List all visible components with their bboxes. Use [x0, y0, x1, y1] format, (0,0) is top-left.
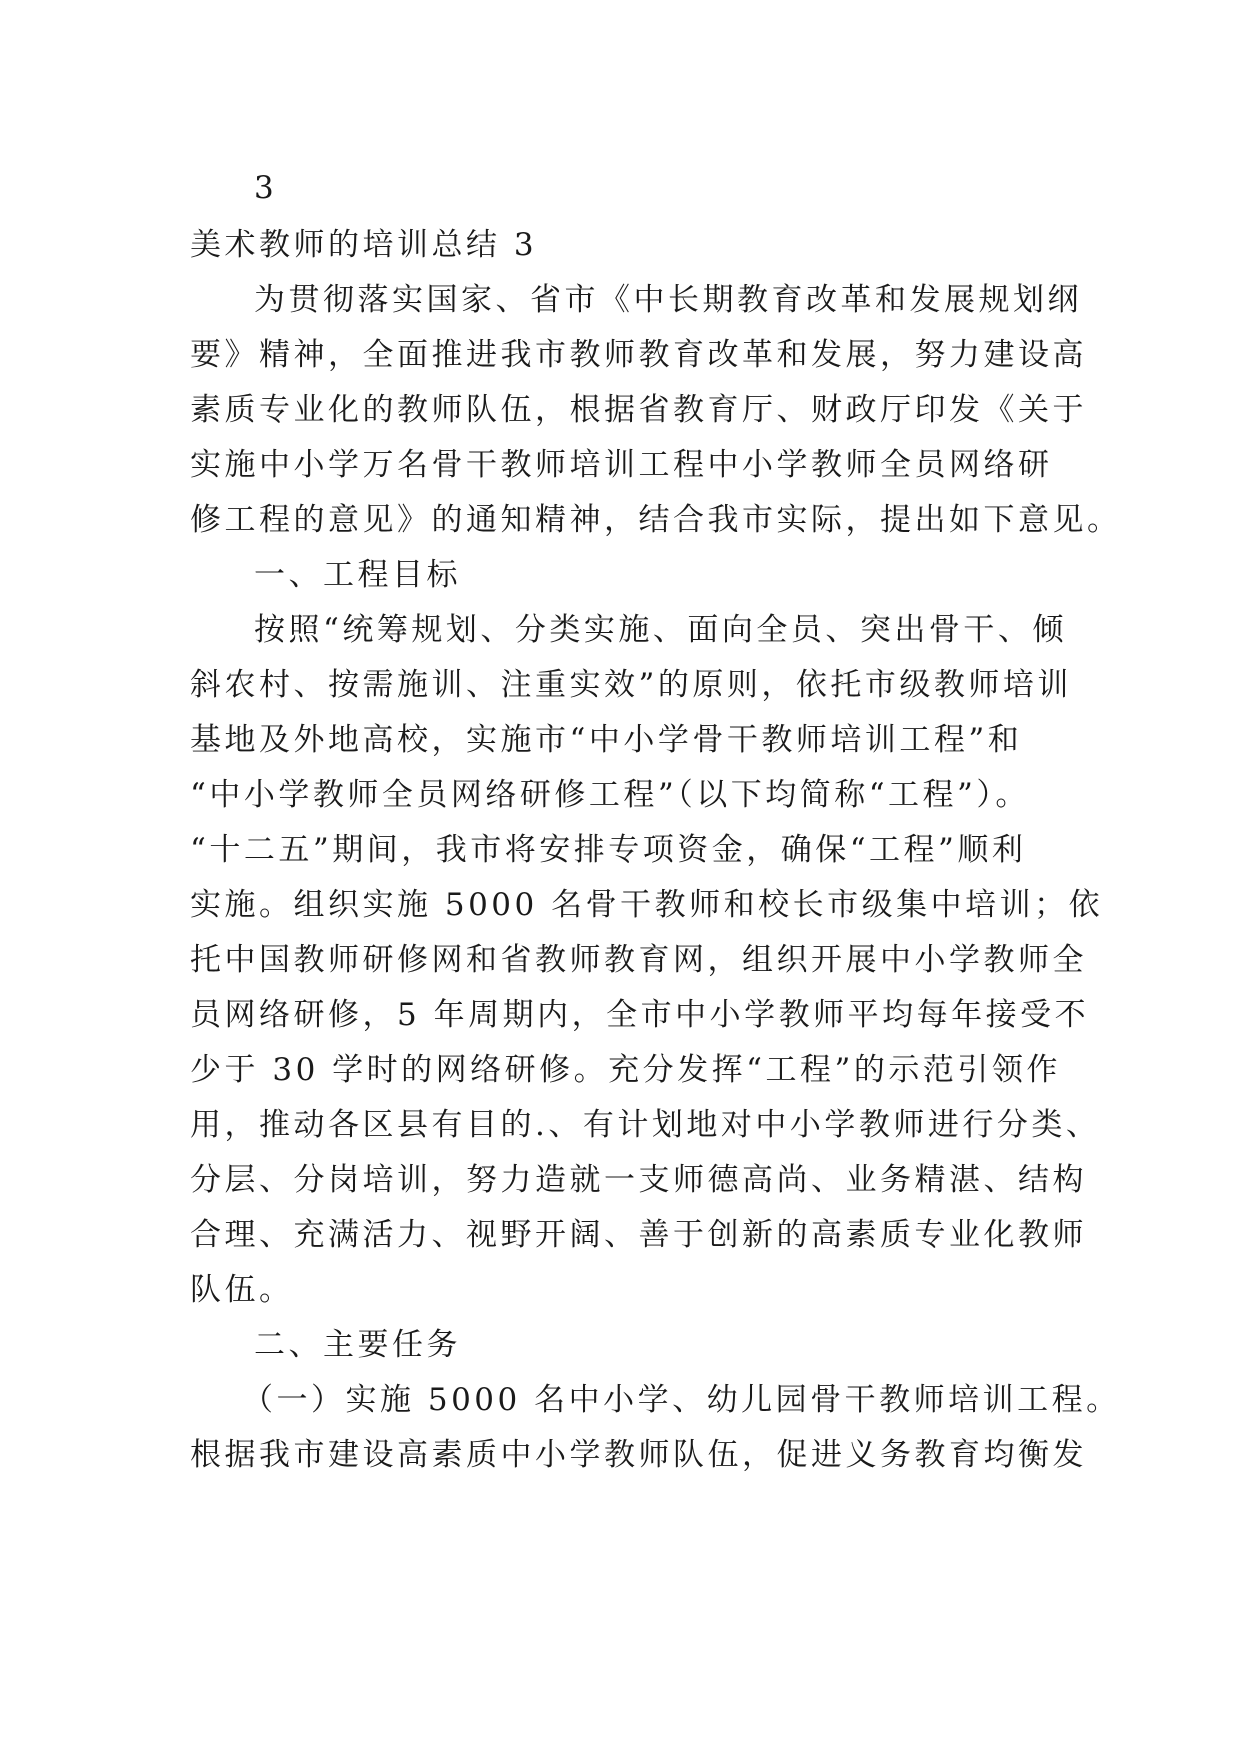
document-title: 美术教师的培训总结 3 — [190, 227, 538, 263]
paragraph-line: “十二五”期间，我市将安排专项资金，确保“工程”顺利 — [190, 832, 1027, 868]
paragraph-line: 实施。组织实施 5000 名骨干教师和校长市级集中培训；依 — [190, 887, 1104, 923]
subsection-heading: （一）实施 5000 名中小学、幼儿园骨干教师培训工程。 — [242, 1382, 1121, 1418]
paragraph-line: 实施中小学万名骨干教师培训工程中小学教师全员网络研 — [190, 447, 1053, 483]
section-heading: 二、主要任务 — [254, 1327, 461, 1363]
paragraph-line: 为贯彻落实国家、省市《中长期教育改革和发展规划纲 — [254, 282, 1082, 318]
paragraph-line: 队伍。 — [190, 1272, 294, 1308]
paragraph-line: 合理、充满活力、视野开阔、善于创新的高素质专业化教师 — [190, 1217, 1087, 1253]
section-heading: 一、工程目标 — [254, 557, 461, 593]
paragraph-line: 要》精神，全面推进我市教师教育改革和发展，努力建设高 — [190, 337, 1087, 373]
paragraph-line: “中小学教师全员网络研修工程”（以下均简称“工程”）。 — [190, 777, 1030, 813]
paragraph-line: 修工程的意见》的通知精神，结合我市实际，提出如下意见。 — [190, 502, 1122, 538]
paragraph-line: 少于 30 学时的网络研修。充分发挥“工程”的示范引领作 — [190, 1052, 1061, 1088]
paragraph-line: 分层、分岗培训，努力造就一支师德高尚、业务精湛、结构 — [190, 1162, 1087, 1198]
page-number: 3 — [254, 170, 278, 206]
paragraph-line: 员网络研修，5 年周期内，全市中小学教师平均每年接受不 — [190, 997, 1090, 1033]
paragraph-line: 根据我市建设高素质中小学教师队伍，促进义务教育均衡发 — [190, 1437, 1087, 1473]
paragraph-line: 基地及外地高校，实施市“中小学骨干教师培训工程”和 — [190, 722, 1023, 758]
paragraph-line: 素质专业化的教师队伍，根据省教育厅、财政厅印发《关于 — [190, 392, 1087, 428]
paragraph-line: 按照“统筹规划、分类实施、面向全员、突出骨干、倾 — [254, 612, 1067, 648]
paragraph-line: 托中国教师研修网和省教师教育网，组织开展中小学教师全 — [190, 942, 1087, 978]
paragraph-line: 斜农村、按需施训、注重实效”的原则，依托市级教师培训 — [190, 667, 1072, 703]
paragraph-line: 用，推动各区县有目的.、有计划地对中小学教师进行分类、 — [190, 1107, 1101, 1143]
